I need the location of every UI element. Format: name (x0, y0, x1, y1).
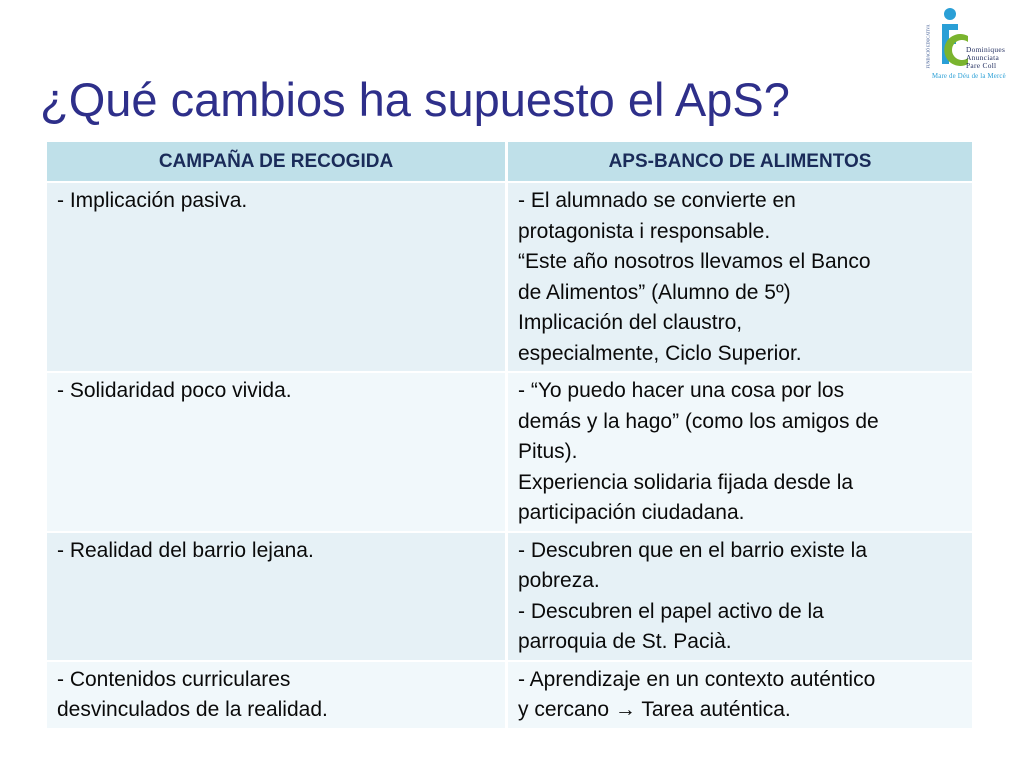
cell-line: - Descubren el papel activo de la (518, 599, 824, 623)
logo-name-line: Anunciata (966, 53, 1000, 63)
cell-line: participación ciudadana. (518, 501, 745, 524)
comparison-table (44, 140, 975, 730)
cell-line: - El alumnado se convierte en (518, 189, 796, 212)
cell-line: Implicación del claustro, (518, 311, 743, 334)
cell-line: - Descubren que en el barrio existe la (518, 538, 868, 562)
cell-line: especialmente, Ciclo Superior. (518, 341, 802, 365)
table-row (47, 183, 972, 371)
header-aps-banco-de-alimentos: APS-BANCO DE ALIMENTOS (508, 142, 972, 181)
table-cell-left (47, 533, 505, 660)
table-cell-right (508, 533, 972, 660)
header-campana-de-recogida: CAMPAÑA DE RECOGIDA (47, 142, 505, 181)
cell-line: desvinculados de la realidad. (57, 698, 328, 721)
logo-name-line: Pare Coll (966, 61, 997, 71)
logo-name (966, 46, 1005, 71)
table-cell-right (508, 183, 972, 371)
cell-line: demás y la hago” (como los amigos de (518, 409, 879, 433)
cell-line: Pitus). (518, 440, 578, 463)
cell-line: - Implicación pasiva. (57, 189, 248, 212)
cell-line: - Contenidos curriculares (57, 667, 291, 691)
cell-line: - “Yo puedo hacer una cosa por los (518, 379, 845, 402)
cell-line: de Alimentos” (Alumno de 5º) (518, 280, 791, 304)
school-logo (922, 6, 1022, 80)
table-row (47, 662, 972, 728)
table-row (47, 533, 972, 660)
cell-line: pobreza. (518, 569, 600, 592)
slide-title: ¿Qué cambios ha supuesto el ApS? (40, 73, 790, 126)
table-header-row (47, 142, 972, 181)
cell-line: “Este año nosotros llevamos el Banco (518, 250, 871, 273)
logo-vertical-text: FUNDACIÓ EDUCATIVA (925, 24, 931, 69)
cell-line: y cercano → Tarea auténtica. (518, 698, 791, 721)
cell-line: - Realidad del barrio lejana. (57, 538, 314, 562)
table-row (47, 373, 972, 531)
table-cell-left (47, 373, 505, 531)
table-cell-left (47, 183, 505, 371)
cell-line: - Aprendizaje en un contexto auténtico (518, 667, 876, 691)
table-cell-left (47, 662, 505, 728)
table-cell-right (508, 373, 972, 531)
logo-figure-icon (930, 6, 970, 68)
cell-line: parroquia de St. Pacià. (518, 630, 732, 653)
logo-motto: Mare de Déu de la Mercè (932, 73, 1006, 80)
table-cell-right (508, 662, 972, 728)
logo-name-line: Dominiques (966, 45, 1006, 54)
cell-line: - Solidaridad poco vivida. (57, 379, 292, 402)
cell-line: protagonista i responsable. (518, 219, 771, 243)
cell-line: Experiencia solidaria fijada desde la (518, 470, 854, 494)
